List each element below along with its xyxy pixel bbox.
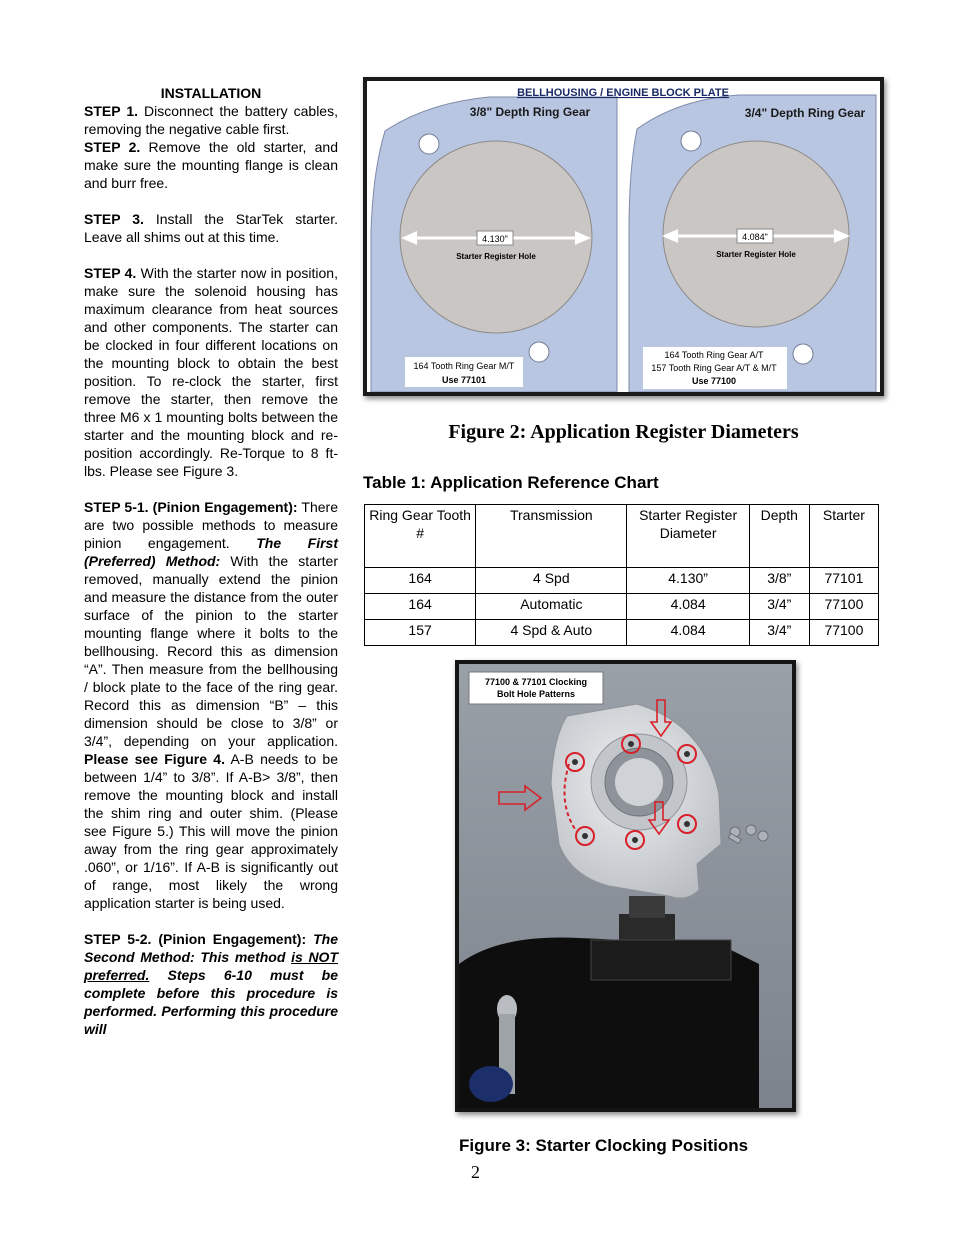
- table-header-row: [365, 505, 879, 568]
- left-use: Use 77101: [441, 375, 487, 385]
- table-row: 164 4 Spd 4.130” 3/8” 77101: [365, 568, 879, 594]
- application-reference-table: [364, 504, 879, 646]
- header-transmission: Transmission: [476, 505, 627, 568]
- clocking-label-line-2: Bolt Hole Patterns: [496, 689, 576, 699]
- table-row: 157 4 Spd & Auto 4.084 3/4” 77100: [365, 620, 879, 646]
- figure-3-image: [455, 660, 796, 1112]
- left-hole-label: Starter Register Hole: [456, 252, 536, 261]
- header-ring-gear: Ring Gear Tooth #: [365, 505, 476, 568]
- register-diameters-diagram: [367, 81, 880, 392]
- starter-clocking-photo: [459, 664, 792, 1108]
- right-use: Use 77100: [691, 376, 737, 386]
- right-hole-label: Starter Register Hole: [716, 250, 796, 259]
- right-diameter-value: 4.084": [742, 232, 768, 242]
- bolt-hole: [793, 344, 813, 364]
- header-starter: Starter: [809, 505, 878, 568]
- figure-2-caption: Figure 2: Application Register Diameters: [448, 421, 799, 443]
- left-note: 164 Tooth Ring Gear M/T: [413, 361, 515, 371]
- left-diameter-value: 4.130": [482, 234, 508, 244]
- step-2: STEP 2. Remove the old starter, and make sure the mounting flange is clean and burr free.: [84, 139, 339, 191]
- installation-text: [84, 84, 338, 1038]
- step-5-2: STEP 5-2. (Pinion Engagement): The Second Method: This method is NOT preferred. Steps 6-10 must be complete before this procedure is performed. Performing this procedure will: [84, 931, 338, 1037]
- bolt-hole: [419, 134, 439, 154]
- installation-heading: INSTALLATION: [160, 85, 262, 101]
- table-1-title: Table 1: Application Reference Chart: [363, 473, 659, 492]
- figure-3-caption: Figure 3: Starter Clocking Positions: [459, 1136, 749, 1155]
- header-depth: Depth: [749, 505, 809, 568]
- step-3: STEP 3. Install the StarTek starter. Leave all shims out at this time.: [84, 211, 338, 245]
- right-note-1: 164 Tooth Ring Gear A/T: [664, 350, 764, 360]
- clocking-label-line-1: 77100 & 77101 Clocking: [484, 677, 588, 687]
- step-5-1: STEP 5-1. (Pinion Engagement): There are two possible methods to measure pinion engagement. The First (Preferred) Method: With the starter removed, manually extend the pinion and measure the distance from the outer surface of the pinion to the starter mounting flange where it bolts to the bellhousing. Record this as dimension “A”. Then measure from the bellhousing / block plate to the face of the ring gear. Record this as dimension “B” – this dimension should be close to 3/8” or 3/4”, depending on your application. Please see Figure 4. A-B needs to be between 1/4” to 3/8”. If A-B> 3/8”, then remove the mounting block and install the shim ring and outer shim. (Please see Figure 5.) This will move the pinion away from the ring gear approximately .060”, or 1/16”. If A-B is significantly out of range, most likely the wrong application starter is being used.: [84, 499, 339, 911]
- page-number: 2: [471, 1162, 480, 1182]
- step-4: STEP 4. With the starter now in position, make sure the solenoid housing has maximum clearance from heat sources and other components. The starter can be clocked in four different locations on the mounting block to obtain the best position. To re-clock the starter, first remove the starter, then remove the three M6 x 1 mounting bolts between the starter and the mounting block and re-position accordingly. Re-Torque to 8 ft-lbs. Please see Figure 3.: [84, 265, 338, 479]
- header-register-diameter: Starter Register Diameter: [627, 505, 749, 568]
- table-row: 164 Automatic 4.084 3/4” 77100: [365, 594, 879, 620]
- figure-2-image: [363, 77, 884, 396]
- bolt-hole: [681, 131, 701, 151]
- step-1: STEP 1. Disconnect the battery cables, removing the negative cable first.: [84, 103, 338, 137]
- right-note-2: 157 Tooth Ring Gear A/T & M/T: [651, 363, 777, 373]
- right-title: 3/4" Depth Ring Gear: [744, 106, 866, 120]
- bolt-hole: [529, 342, 549, 362]
- left-title: 3/8" Depth Ring Gear: [469, 105, 591, 119]
- figure-2-header: BELLHOUSING / ENGINE BLOCK PLATE: [517, 87, 729, 99]
